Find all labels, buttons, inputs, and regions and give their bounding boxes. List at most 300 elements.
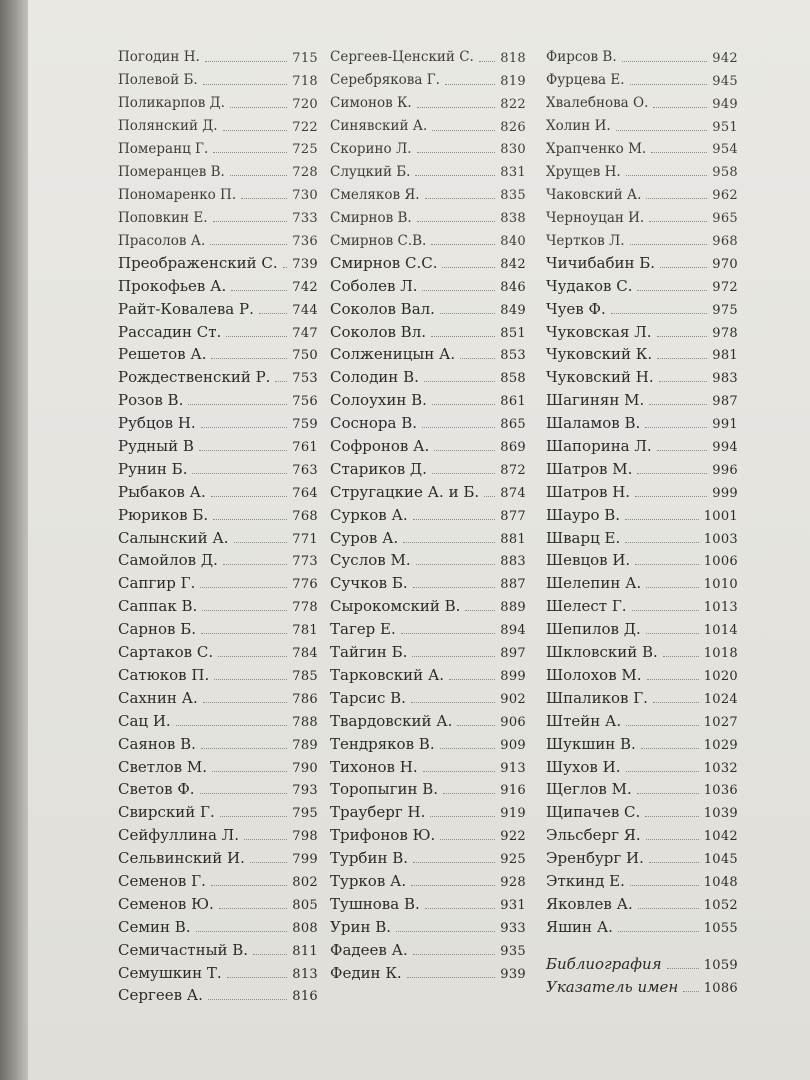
entry-page-number: 994 xyxy=(712,440,738,456)
dot-leader xyxy=(622,61,708,62)
entry-page-number: 840 xyxy=(500,234,526,250)
entry-page-number: 1003 xyxy=(703,531,738,547)
entry-page-number: 865 xyxy=(500,417,526,433)
dot-leader xyxy=(657,358,707,359)
entry-name: Полянский Д. xyxy=(118,118,218,135)
index-entry xyxy=(546,706,738,729)
index-entry xyxy=(546,225,738,248)
index-entry xyxy=(330,477,526,500)
entry-page-number: 819 xyxy=(500,73,526,89)
index-entry xyxy=(118,271,318,294)
dot-leader xyxy=(443,793,495,794)
dot-leader xyxy=(223,564,287,565)
entry-name: Поликарпов Д. xyxy=(118,95,225,112)
index-entry xyxy=(118,202,318,225)
dot-leader xyxy=(432,404,495,405)
entry-name: Суслов М. xyxy=(330,551,411,570)
index-entry xyxy=(330,797,526,820)
entry-name: Шолохов М. xyxy=(546,665,642,684)
index-entry xyxy=(546,797,738,820)
entry-page-number: 962 xyxy=(712,188,738,204)
dot-leader xyxy=(203,84,288,85)
dot-leader xyxy=(211,885,287,886)
entry-page-number: 881 xyxy=(500,531,526,547)
entry-page-number: 972 xyxy=(712,279,738,295)
dot-leader xyxy=(651,152,707,153)
entry-name: Смирнов В. xyxy=(330,209,412,226)
entry-page-number: 795 xyxy=(292,806,318,822)
dot-leader xyxy=(635,496,707,497)
entry-name: Чуев Ф. xyxy=(546,299,606,318)
entry-page-number: 1027 xyxy=(703,714,738,730)
index-entry xyxy=(546,614,738,637)
index-entry xyxy=(330,271,526,294)
dot-leader xyxy=(626,175,708,176)
entry-page-number: 869 xyxy=(500,440,526,456)
index-entry xyxy=(330,408,526,431)
dot-leader xyxy=(250,862,287,863)
index-entry xyxy=(118,111,318,134)
entry-name: Шатров М. xyxy=(546,459,633,478)
entry-name: Тайгин Б. xyxy=(330,643,408,662)
entry-page-number: 781 xyxy=(292,623,318,639)
index-entry xyxy=(546,88,738,111)
dot-leader xyxy=(417,107,496,108)
index-entry xyxy=(330,820,526,843)
entry-page-number: 925 xyxy=(500,852,526,868)
index-entry xyxy=(330,843,526,866)
index-entry xyxy=(330,134,526,157)
entry-page-number: 874 xyxy=(500,485,526,501)
entry-name: Скорино Л. xyxy=(330,140,412,157)
entry-name: Солодин В. xyxy=(330,368,419,387)
dot-leader xyxy=(649,862,699,863)
entry-name: Эльсберг Я. xyxy=(546,826,641,845)
entry-page-number: 763 xyxy=(292,462,318,478)
entry-name: Преображенский С. xyxy=(118,253,278,272)
dot-leader xyxy=(244,839,287,840)
index-column-2 xyxy=(330,42,526,981)
dot-leader xyxy=(431,244,495,245)
index-entry xyxy=(546,111,738,134)
index-entry xyxy=(330,42,526,65)
entry-name: Турков А. xyxy=(330,871,407,890)
entry-page-number: 739 xyxy=(292,256,318,272)
dot-leader xyxy=(432,473,495,474)
entry-page-number: 894 xyxy=(500,623,526,639)
index-entry xyxy=(118,65,318,88)
index-entry xyxy=(330,362,526,385)
dot-leader xyxy=(203,702,288,703)
index-entry xyxy=(330,179,526,202)
entry-page-number: 877 xyxy=(500,508,526,524)
index-entry xyxy=(330,523,526,546)
entry-page-number: 951 xyxy=(712,119,738,135)
dot-leader xyxy=(646,587,698,588)
dot-leader xyxy=(632,610,699,611)
dot-leader xyxy=(200,793,288,794)
entry-page-number: 933 xyxy=(500,920,526,936)
dot-leader xyxy=(413,954,496,955)
entry-name: Соколов Вл. xyxy=(330,322,427,341)
entry-page-number: 1052 xyxy=(703,897,738,913)
index-entry xyxy=(118,294,318,317)
entry-page-number: 730 xyxy=(292,188,318,204)
entry-page-number: 771 xyxy=(292,531,318,547)
dot-leader xyxy=(230,175,287,176)
index-entry xyxy=(330,385,526,408)
entry-name: Слуцкий Б. xyxy=(330,163,411,180)
entry-page-number: 858 xyxy=(500,371,526,387)
entry-name: Самойлов Д. xyxy=(118,551,218,570)
dot-leader xyxy=(407,977,496,978)
entry-name: Сац И. xyxy=(118,711,171,730)
entry-page-number: 1048 xyxy=(703,874,738,890)
dot-leader xyxy=(211,358,287,359)
index-entry xyxy=(546,156,738,179)
entry-name: Эткинд Е. xyxy=(546,871,625,890)
dot-leader xyxy=(201,748,287,749)
entry-page-number: 935 xyxy=(500,943,526,959)
index-entry xyxy=(330,683,526,706)
dot-leader xyxy=(618,931,699,932)
entry-name: Померанц Г. xyxy=(118,140,209,157)
entry-name: Шухов И. xyxy=(546,757,621,776)
entry-page-number: 790 xyxy=(292,760,318,776)
entry-page-number: 1036 xyxy=(703,783,738,799)
index-entry xyxy=(118,546,318,569)
dot-leader xyxy=(440,313,495,314)
index-entry xyxy=(546,972,738,995)
index-entry xyxy=(330,202,526,225)
entry-page-number: 928 xyxy=(500,874,526,890)
index-entry xyxy=(330,431,526,454)
index-entry xyxy=(118,523,318,546)
entry-name: Храпченко М. xyxy=(546,140,647,157)
entry-page-number: 954 xyxy=(712,142,738,158)
entry-name: Софронов А. xyxy=(330,437,430,456)
index-entry xyxy=(330,935,526,958)
dot-leader xyxy=(424,381,495,382)
index-entry xyxy=(118,317,318,340)
entry-name: Чудаков С. xyxy=(546,276,633,295)
dot-leader xyxy=(625,519,699,520)
entry-page-number: 733 xyxy=(292,211,318,227)
dot-leader xyxy=(413,519,496,520)
entry-page-number: 1010 xyxy=(703,577,738,593)
entry-name: Чаковский А. xyxy=(546,186,642,203)
entry-page-number: 849 xyxy=(500,302,526,318)
entry-name: Федин К. xyxy=(330,963,402,982)
dot-leader xyxy=(683,991,698,992)
dot-leader xyxy=(625,542,698,543)
index-entry xyxy=(118,454,318,477)
entry-name: Шауро В. xyxy=(546,505,621,524)
page-edge-shadow xyxy=(0,0,28,1080)
entry-page-number: 909 xyxy=(500,737,526,753)
index-entry xyxy=(118,889,318,912)
entry-name: Рудный В xyxy=(118,437,194,456)
index-entry xyxy=(546,591,738,614)
entry-name: Розов В. xyxy=(118,391,184,410)
entry-page-number: 789 xyxy=(292,737,318,753)
entry-name: Тарковский А. xyxy=(330,665,445,684)
index-entry xyxy=(118,568,318,591)
index-entry xyxy=(118,981,318,1004)
index-entry xyxy=(330,706,526,729)
dot-leader xyxy=(422,290,495,291)
dot-leader xyxy=(657,336,708,337)
entry-name: Симонов К. xyxy=(330,95,412,112)
entry-page-number: 725 xyxy=(292,142,318,158)
dot-leader xyxy=(626,771,699,772)
entry-page-number: 756 xyxy=(292,394,318,410)
index-entry xyxy=(330,775,526,798)
entry-page-number: 1014 xyxy=(703,623,738,639)
index-entry xyxy=(330,225,526,248)
dot-leader xyxy=(616,130,708,131)
dot-leader xyxy=(440,839,495,840)
dot-leader xyxy=(188,404,287,405)
entry-name: Шпаликов Г. xyxy=(546,688,648,707)
dot-leader xyxy=(465,610,495,611)
index-entry xyxy=(546,889,738,912)
dot-leader xyxy=(663,656,699,657)
entry-name: Рунин Б. xyxy=(118,459,188,478)
entry-name: Тендряков В. xyxy=(330,734,435,753)
entry-page-number: 1018 xyxy=(703,646,738,662)
entry-name: Рассадин Ст. xyxy=(118,322,222,341)
entry-name: Шагинян М. xyxy=(546,391,645,410)
entry-page-number: 1042 xyxy=(703,829,738,845)
index-entry xyxy=(118,660,318,683)
entry-page-number: 788 xyxy=(292,714,318,730)
entry-name: Стариков Д. xyxy=(330,459,427,478)
entry-page-number: 715 xyxy=(292,50,318,66)
dot-leader xyxy=(413,862,495,863)
dot-leader xyxy=(442,267,495,268)
entry-page-number: 838 xyxy=(500,211,526,227)
dot-leader xyxy=(202,610,287,611)
entry-page-number: 975 xyxy=(712,302,738,318)
entry-page-number: 742 xyxy=(292,279,318,295)
entry-page-number: 872 xyxy=(500,462,526,478)
entry-page-number: 744 xyxy=(292,302,318,318)
dot-leader xyxy=(423,771,496,772)
entry-name: Тушнова В. xyxy=(330,894,420,913)
entry-name: Шатров Н. xyxy=(546,482,631,501)
entry-name: Погодин Н. xyxy=(118,49,200,66)
entry-page-number: 793 xyxy=(292,783,318,799)
index-entry xyxy=(118,912,318,935)
entry-page-number: 991 xyxy=(712,417,738,433)
entry-name: Померанцев В. xyxy=(118,163,225,180)
dot-leader xyxy=(430,816,495,817)
dot-leader xyxy=(431,336,495,337)
entry-page-number: 970 xyxy=(712,256,738,272)
dot-leader xyxy=(223,130,288,131)
dot-leader xyxy=(283,267,288,268)
entry-name: Фирсов В. xyxy=(546,49,617,66)
entry-name: Рождественский Р. xyxy=(118,368,271,387)
dot-leader xyxy=(667,968,699,969)
entry-page-number: 922 xyxy=(500,829,526,845)
entry-name: Чуковская Л. xyxy=(546,322,652,341)
index-entry xyxy=(546,317,738,340)
index-entry xyxy=(330,546,526,569)
dot-leader xyxy=(196,931,288,932)
entry-name: Шукшин В. xyxy=(546,734,636,753)
book-page xyxy=(28,0,810,1080)
entry-page-number: 835 xyxy=(500,188,526,204)
index-entry xyxy=(118,637,318,660)
entry-page-number: 778 xyxy=(292,600,318,616)
dot-leader xyxy=(411,885,495,886)
dot-leader xyxy=(415,175,495,176)
entry-name: Полевой Б. xyxy=(118,72,198,89)
dot-leader xyxy=(645,816,698,817)
entry-name: Синявский А. xyxy=(330,118,428,135)
dot-leader xyxy=(275,381,287,382)
dot-leader xyxy=(234,542,288,543)
dot-leader xyxy=(417,152,496,153)
entry-page-number: 811 xyxy=(292,943,318,959)
entry-page-number: 813 xyxy=(292,966,318,982)
entry-name: Указатель имен xyxy=(546,977,679,996)
entry-page-number: 981 xyxy=(712,348,738,364)
index-entry xyxy=(330,568,526,591)
dot-leader xyxy=(213,152,287,153)
dot-leader xyxy=(211,496,288,497)
entry-page-number: 816 xyxy=(292,989,318,1005)
index-entry xyxy=(118,340,318,363)
entry-page-number: 1032 xyxy=(703,760,738,776)
entry-page-number: 720 xyxy=(292,96,318,112)
entry-name: Хвалебнова О. xyxy=(546,95,649,112)
index-entry xyxy=(330,866,526,889)
index-entry xyxy=(546,454,738,477)
index-entry xyxy=(546,179,738,202)
entry-name: Сельвинский И. xyxy=(118,849,245,868)
index-entry xyxy=(546,294,738,317)
index-entry xyxy=(118,156,318,179)
index-entry xyxy=(330,454,526,477)
entry-page-number: 897 xyxy=(500,646,526,662)
entry-name: Семин В. xyxy=(118,917,191,936)
entry-page-number: 831 xyxy=(500,165,526,181)
dot-leader xyxy=(645,427,707,428)
dot-leader xyxy=(657,450,708,451)
dot-leader xyxy=(176,725,288,726)
dot-leader xyxy=(653,702,699,703)
index-entry xyxy=(118,866,318,889)
entry-name: Сучков Б. xyxy=(330,574,408,593)
entry-page-number: 722 xyxy=(292,119,318,135)
entry-page-number: 761 xyxy=(292,440,318,456)
entry-page-number: 753 xyxy=(292,371,318,387)
entry-name: Сейфуллина Л. xyxy=(118,826,239,845)
dot-leader xyxy=(253,954,287,955)
entry-page-number: 786 xyxy=(292,691,318,707)
entry-page-number: 826 xyxy=(500,119,526,135)
index-entry xyxy=(330,65,526,88)
entry-page-number: 1013 xyxy=(703,600,738,616)
dot-leader xyxy=(259,313,287,314)
index-entry xyxy=(330,752,526,775)
index-entry xyxy=(546,362,738,385)
index-entry xyxy=(546,248,738,271)
entry-name: Прасолов А. xyxy=(118,232,206,249)
index-entry xyxy=(330,248,526,271)
index-entry xyxy=(546,775,738,798)
entry-page-number: 996 xyxy=(712,462,738,478)
dot-leader xyxy=(646,633,699,634)
entry-page-number: 958 xyxy=(712,165,738,181)
entry-name: Семичастный В. xyxy=(118,940,249,959)
dot-leader xyxy=(212,771,287,772)
dot-leader xyxy=(630,84,708,85)
dot-leader xyxy=(449,679,495,680)
index-entry xyxy=(546,949,738,972)
index-column-3 xyxy=(546,42,738,995)
index-entry xyxy=(330,637,526,660)
index-entry xyxy=(330,88,526,111)
dot-leader xyxy=(637,473,707,474)
index-entry xyxy=(546,729,738,752)
entry-name: Сырокомский В. xyxy=(330,597,461,616)
entry-page-number: 776 xyxy=(292,577,318,593)
dot-leader xyxy=(649,221,707,222)
index-entry xyxy=(546,431,738,454)
entry-name: Серебрякова Г. xyxy=(330,72,440,89)
index-entry xyxy=(546,523,738,546)
entry-page-number: 736 xyxy=(292,234,318,250)
entry-page-number: 1001 xyxy=(703,508,738,524)
index-entry xyxy=(546,202,738,225)
dot-leader xyxy=(412,656,495,657)
index-entry xyxy=(546,752,738,775)
entry-page-number: 1045 xyxy=(703,852,738,868)
entry-name: Яшин А. xyxy=(546,917,613,936)
entry-page-number: 1020 xyxy=(703,668,738,684)
index-entry xyxy=(118,706,318,729)
entry-name: Штейн А. xyxy=(546,711,622,730)
entry-name: Сурков А. xyxy=(330,505,408,524)
entry-name: Твардовский А. xyxy=(330,711,453,730)
dot-leader xyxy=(479,61,495,62)
entry-page-number: 942 xyxy=(712,50,738,66)
entry-name: Салынский А. xyxy=(118,528,229,547)
entry-name: Пономаренко П. xyxy=(118,186,237,203)
index-entry xyxy=(546,385,738,408)
dot-leader xyxy=(637,290,707,291)
index-entry xyxy=(330,156,526,179)
entry-name: Поповкин Е. xyxy=(118,209,208,226)
dot-leader xyxy=(646,198,707,199)
entry-page-number: 1055 xyxy=(703,920,738,936)
dot-leader xyxy=(416,564,496,565)
entry-name: Шкловский В. xyxy=(546,643,658,662)
index-entry xyxy=(546,820,738,843)
dot-leader xyxy=(230,107,287,108)
index-entry xyxy=(330,591,526,614)
entry-name: Смирнов С.В. xyxy=(330,232,427,249)
dot-leader xyxy=(214,679,287,680)
entry-name: Рубцов Н. xyxy=(118,414,196,433)
entry-page-number: 931 xyxy=(500,897,526,913)
entry-name: Сергеев А. xyxy=(118,986,203,1005)
dot-leader xyxy=(432,130,495,131)
